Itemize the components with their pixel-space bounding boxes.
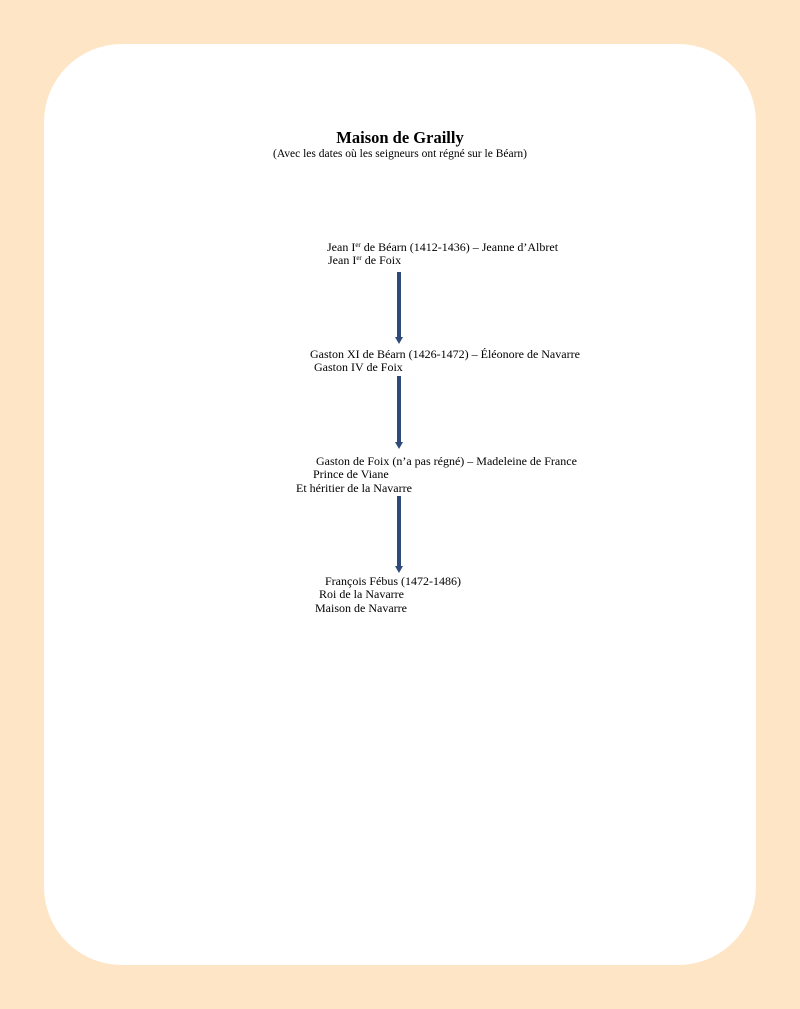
arrow-down-icon — [393, 496, 405, 574]
gen1-title-name: Jean I — [328, 253, 357, 267]
arrow-down-icon — [393, 376, 405, 450]
gen2-couple: Gaston XI de Béarn (1426-1472) – Éléonore de Navarre — [310, 347, 580, 361]
gen3-title: Prince de Viane — [313, 467, 389, 481]
gen2-title: Gaston IV de Foix — [314, 360, 403, 374]
gen1-couple-name: Jean I — [327, 240, 356, 254]
arrow-down-icon — [393, 272, 405, 345]
gen4-house: Maison de Navarre — [315, 601, 407, 615]
gen1-title — [328, 253, 401, 267]
gen3-couple: Gaston de Foix (n’a pas régné) – Madeleine de France — [316, 454, 577, 468]
page-title: Maison de Grailly — [336, 128, 464, 147]
gen1-title-rest: de Foix — [361, 253, 402, 267]
page-subtitle: (Avec les dates où les seigneurs ont régné sur le Béarn) — [273, 148, 527, 160]
gen1-couple-ordinal: er — [355, 241, 361, 249]
gen4-name: François Fébus (1472-1486) — [325, 574, 461, 588]
gen3-heir: Et héritier de la Navarre — [296, 481, 412, 495]
gen4-title: Roi de la Navarre — [319, 587, 404, 601]
gen1-title-ordinal: er — [356, 254, 362, 262]
gen1-couple-rest: de Béarn (1412-1436) – Jeanne d’Albret — [360, 240, 559, 254]
gen1-couple — [327, 240, 558, 254]
